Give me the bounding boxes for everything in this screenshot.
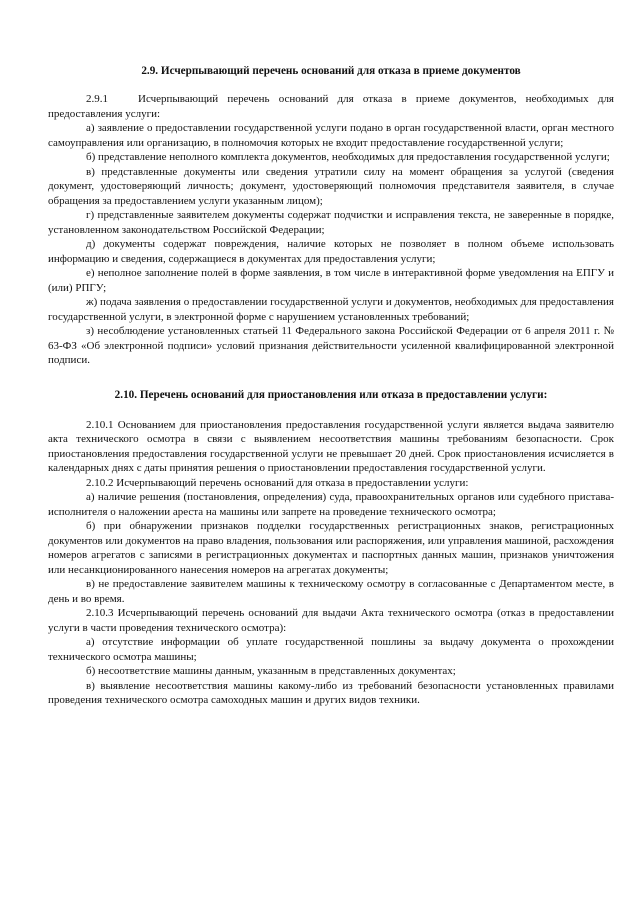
list-item-v: в) не предоставление заявителем машины к техническому осмотру в согласованные с Департаментом месте, в день и во время. bbox=[48, 578, 614, 605]
list-item-a: а) заявление о предоставлении государственной услуги подано в орган государственной власти, орган местного самоуправления или организацию, в полномочия которых не входит предоставление государственной услуги; bbox=[48, 122, 614, 149]
paragraph-2-10-2: 2.10.2 Исчерпывающий перечень оснований для отказа в предоставлении услуги: bbox=[86, 476, 469, 489]
list-item-v: в) выявление несоответствия машины какому-либо из требований безопасности установленных правилами проведения технического осмотра самоходных машин и других видов техники. bbox=[48, 679, 614, 706]
list-item-b: б) при обнаружении признаков подделки государственных регистрационных знаков, регистрационных документов или документов на право владения, пользования или распоряжения, или управления машиной, расхождения номеров агрегатов с записями в регистрационных документах и паспортных данных машин, признаков уничтожения или несанкционированного нанесения номеров на агрегатах документы; bbox=[48, 520, 614, 576]
paragraph-2-9-1 bbox=[48, 92, 614, 121]
paragraph-2-10-3: 2.10.3 Исчерпывающий перечень оснований для выдачи Акта технического осмотра (отказ в предоставлении услуги в части проведения технического осмотра): bbox=[48, 607, 614, 634]
paragraph-2-10-1: 2.10.1 Основанием для приостановления предоставления государственной услуги является выдача заявителю акта технического осмотра в связи с выявлением несоответствия машины требованиям безопасности. Срок приостановления предоставления государственной услуги не превышает 20 дней. Срок приостановления исчисляется в календарных днях с даты принятия решения о приостановлении предоставления государственной услуги. bbox=[48, 418, 614, 474]
clause-number: 2.9.1 bbox=[86, 93, 108, 105]
document-page bbox=[48, 64, 614, 708]
clause-text: Исчерпывающий перечень оснований для отказа в приеме документов, необходимых для предоставления услуги: bbox=[48, 93, 614, 120]
list-item-g: г) представленные заявителем документы содержат подчистки и исправления текста, не заверенные в порядке, установленном законодательством Российской Федерации; bbox=[48, 209, 614, 236]
list-item-e: е) неполное заполнение полей в форме заявления, в том числе в интерактивной форме уведомления на ЕПГУ и (или) РПГУ; bbox=[48, 267, 614, 294]
list-item-zh: ж) подача заявления о предоставлении государственной услуги и документов, необходимых для предоставления государственной услуги, в электронной форме с нарушением установленных требований; bbox=[48, 296, 614, 323]
list-item-d: д) документы содержат повреждения, наличие которых не позволяет в полном объеме использовать информацию и сведения, содержащиеся в документах для предоставления услуги; bbox=[48, 238, 614, 265]
list-item-b: б) представление неполного комплекта документов, необходимых для предоставления государственной услуги; bbox=[86, 151, 610, 163]
list-item-b: б) несоответствие машины данным, указанным в представленных документах; bbox=[86, 665, 456, 677]
section-2-10-heading: 2.10. Перечень оснований для приостановления или отказа в предоставлении услуги: bbox=[114, 388, 548, 401]
list-item-z: з) несоблюдение установленных статьей 11 Федерального закона Российской Федерации от 6 апреля 2011 г. № 63-ФЗ «Об электронной подписи» условий признания действительности усиленной квалифицированной электронной подписи. bbox=[48, 325, 614, 366]
list-item-v: в) представленные документы или сведения утратили силу на момент обращения за услугой (сведения документ, удостоверяющий личность; документ, удостоверяющий полномочия представителя заявителя, в случае обращения за предоставлением услуги указанным лицом); bbox=[48, 165, 614, 207]
list-item-a: а) отсутствие информации об уплате государственной пошлины за выдачу документа о прохождении технического осмотра машины; bbox=[48, 636, 614, 663]
section-2-9-heading: 2.9. Исчерпывающий перечень оснований для отказа в приеме документов bbox=[141, 65, 521, 77]
list-item-a: а) наличие решения (постановления, определения) суда, правоохранительных органов или судебного пристава-исполнителя о наложении ареста на машины или запрете на проведение технического осмотра; bbox=[48, 491, 614, 518]
